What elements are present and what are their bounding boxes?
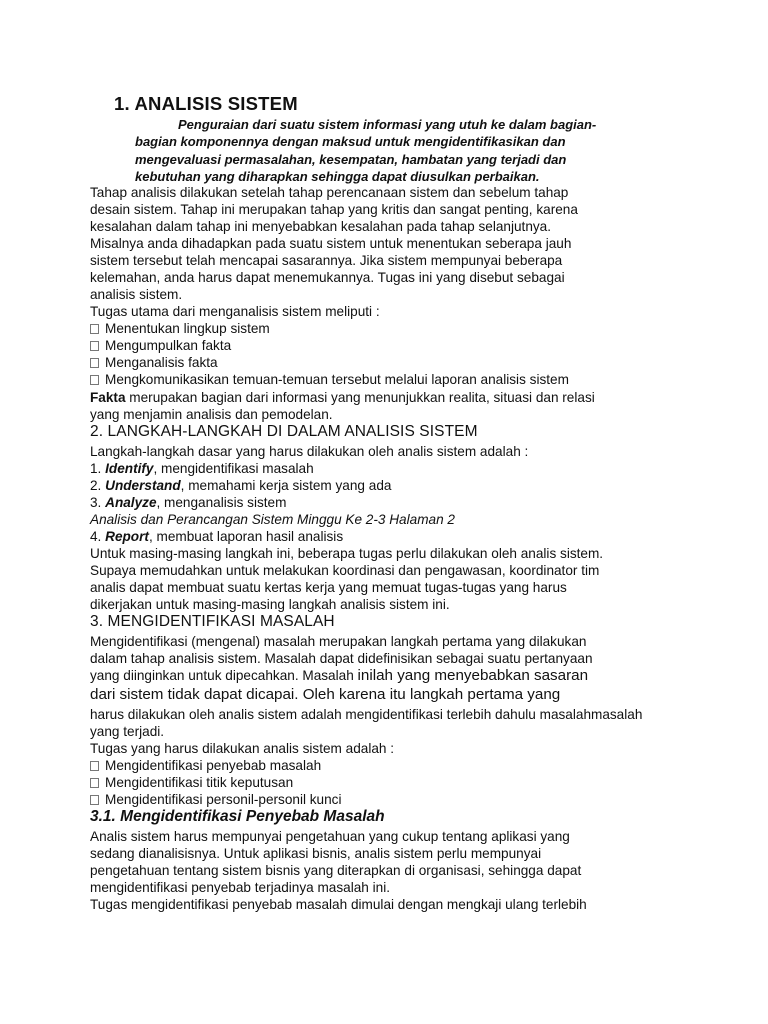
paragraph-line: desain sistem. Tahap ini merupakan tahap yang kritis dan sangat penting, karena [90,202,578,217]
paragraph-line: yang menjamin analisis dan pemodelan. [90,407,333,422]
paragraph-line: analis dapat membuat suatu kertas kerja yang memuat tugas-tugas yang harus [90,580,567,595]
paragraph-line: Tahap analisis dilakukan setelah tahap perencanaan sistem dan sebelum tahap [90,185,569,200]
paragraph-line: dalam tahap analisis sistem. Masalah dapat didefinisikan sebagai suatu pertanyaan [90,651,593,666]
paragraph-line: mengidentifikasi penyebab terjadinya masalah ini. [90,880,390,895]
list-item: Mengumpulkan fakta [90,337,231,354]
paragraph-line: analisis sistem. [90,287,183,302]
paragraph-line: Tugas yang harus dilakukan analis sistem adalah : [90,741,395,756]
paragraph-line: Untuk masing-masing langkah ini, beberapa tugas perlu dilakukan oleh analis sistem. [90,546,604,561]
section-1-heading: 1. ANALISIS SISTEM [114,93,298,114]
checkbox-bullet-icon [90,795,99,805]
checkbox-bullet-icon [90,341,99,351]
step-item: 1. Identify, mengidentifikasi masalah [90,461,314,476]
list-item: Menganalisis fakta [90,354,218,371]
paragraph-line: Tugas mengidentifikasi penyebab masalah dimulai dengan mengkaji ulang terlebih [90,897,587,912]
paragraph-line: Langkah-langkah dasar yang harus dilakukan oleh analis sistem adalah : [90,444,529,459]
checkbox-bullet-icon [90,761,99,771]
list-item: Menentukan lingkup sistem [90,320,270,337]
step-item: 3. Analyze, menganalisis sistem [90,495,287,510]
list-item: Mengkomunikasikan temuan-temuan tersebut melalui laporan analisis sistem [90,371,569,388]
section-3-heading: 3. MENGIDENTIFIKASI MASALAH [90,613,335,630]
checkbox-bullet-icon [90,324,99,334]
paragraph-line: dari sistem tidak dapat dicapai. Oleh karena itu langkah pertama yang [90,686,561,703]
section-2-heading: 2. LANGKAH-LANGKAH DI DALAM ANALISIS SISTEM [90,423,478,440]
paragraph-line: kesalahan dalam tahap ini menyebabkan kesalahan pada tahap selanjutnya. [90,219,552,234]
paragraph-line: Tugas utama dari menganalisis sistem meliputi : [90,304,380,319]
page-footer-note: Analisis dan Perancangan Sistem Minggu Ke 2-3 Halaman 2 [90,512,455,527]
paragraph-line: kelemahan, anda harus dapat menemukannya. Tugas ini yang disebut sebagai [90,270,565,285]
definition-line: mengevaluasi permasalahan, kesempatan, hambatan yang terjadi dan [135,151,567,167]
list-item: Mengidentifikasi titik keputusan [90,774,293,791]
list-item: Mengidentifikasi personil-personil kunci [90,791,342,808]
step-item: 4. Report, membuat laporan hasil analisis [90,529,344,544]
paragraph-line: Mengidentifikasi (mengenal) masalah merupakan langkah pertama yang dilakukan [90,634,587,649]
paragraph-line: Analis sistem harus mempunyai pengetahuan yang cukup tentang aplikasi yang [90,829,570,844]
paragraph-line: pengetahuan tentang sistem bisnis yang diterapkan di organisasi, sehingga dapat [90,863,582,878]
paragraph-line: Misalnya anda dihadapkan pada suatu sistem untuk menentukan seberapa jauh [90,236,572,251]
paragraph-line: harus dilakukan oleh analis sistem adalah mengidentifikasi terlebih dahulu masalahmasalah [90,707,643,722]
checkbox-bullet-icon [90,358,99,368]
paragraph-line: yang diinginkan untuk dipecahkan. Masalah inilah yang menyebabkan sasaran [90,667,589,684]
definition-line: Penguraian dari suatu sistem informasi yang utuh ke dalam bagian- [178,117,597,132]
list-item: Mengidentifikasi penyebab masalah [90,757,321,774]
definition-line: bagian komponennya dengan maksud untuk mengidentifikasikan dan [135,134,566,150]
paragraph-line: sistem tersebut telah mencapai sasarannya. Jika sistem mempunyai beberapa [90,253,563,268]
section-3-1-heading: 3.1. Mengidentifikasi Penyebab Masalah [90,808,385,825]
fakta-line: Fakta merupakan bagian dari informasi yang menunjukkan realita, situasi dan relasi [90,390,595,405]
definition-block [135,116,655,186]
paragraph-line: dikerjakan untuk masing-masing langkah analisis sistem ini. [90,597,450,612]
paragraph-line: Supaya memudahkan untuk melakukan koordinasi dan pengawasan, koordinator tim [90,563,600,578]
definition-line: kebutuhan yang diharapkan sehingga dapat diusulkan perbaikan. [135,169,540,185]
checkbox-bullet-icon [90,778,99,788]
paragraph-line: sedang dianalisisnya. Untuk aplikasi bisnis, analis sistem perlu mempunyai [90,846,542,861]
step-item: 2. Understand, memahami kerja sistem yang ada [90,478,392,493]
paragraph-line: yang terjadi. [90,724,165,739]
checkbox-bullet-icon [90,375,99,385]
